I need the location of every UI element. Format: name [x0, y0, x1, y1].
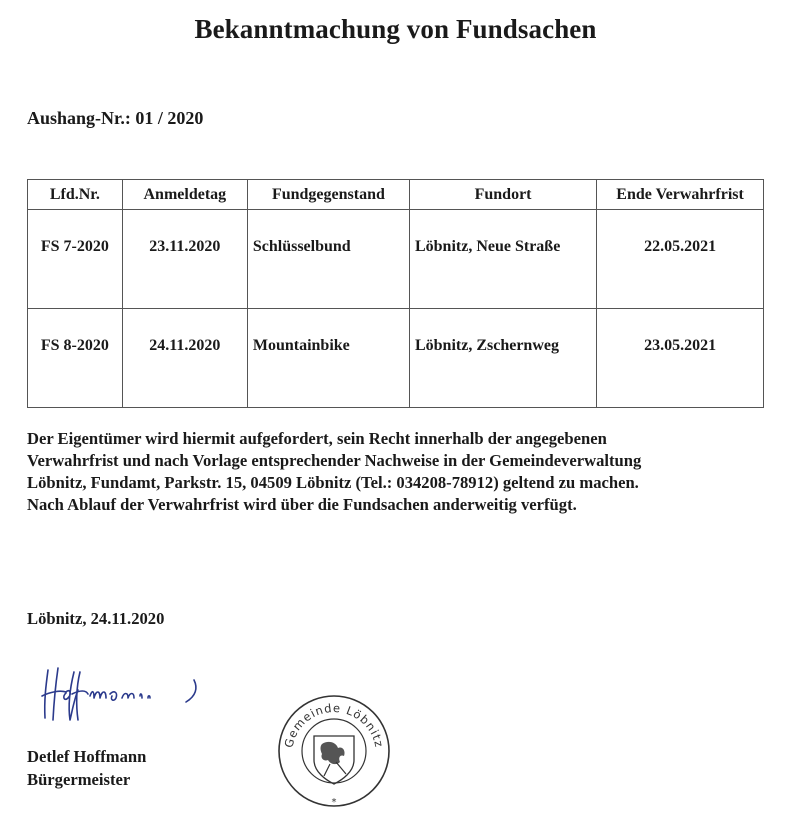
cell-lfd-nr: FS 8-2020 — [28, 309, 123, 408]
signatory-role: Bürgermeister — [27, 770, 131, 789]
cell-lfd-nr: FS 7-2020 — [28, 210, 123, 309]
notice-line: Löbnitz, Fundamt, Parkstr. 15, 04509 Löbnitz (Tel.: 034208-78912) geltend zu machen. — [27, 473, 639, 492]
cell-anmeldetag: 24.11.2020 — [122, 309, 247, 408]
cell-fundgegenstand: Schlüsselbund — [247, 210, 409, 309]
header-anmeldetag: Anmeldetag — [122, 180, 247, 210]
cell-anmeldetag: 23.11.2020 — [122, 210, 247, 309]
cell-fundgegenstand: Mountainbike — [247, 309, 409, 408]
notice-paragraph — [27, 428, 764, 516]
place-date: Löbnitz, 24.11.2020 — [27, 609, 165, 628]
document-title: Bekanntmachung von Fundsachen — [194, 14, 597, 44]
cell-ende-verwahrfrist: 22.05.2021 — [597, 210, 764, 309]
header-fundort: Fundort — [409, 180, 596, 210]
signature-image — [36, 660, 216, 730]
signatory-name: Detlef Hoffmann — [27, 747, 147, 766]
notice-line: Verwahrfrist und nach Vorlage entsprechender Nachweise in der Gemeindeverwaltung — [27, 451, 642, 470]
municipal-seal-stamp — [275, 692, 393, 810]
header-lfd-nr: Lfd.Nr. — [28, 180, 123, 210]
notice-line: Der Eigentümer wird hiermit aufgefordert, sein Recht innerhalb der angegebenen — [27, 429, 607, 448]
cell-fundort: Löbnitz, Neue Straße — [409, 210, 596, 309]
cell-ende-verwahrfrist: 23.05.2021 — [597, 309, 764, 408]
found-items-table — [27, 179, 764, 408]
notice-line: Nach Ablauf der Verwahrfrist wird über die Fundsachen anderweitig verfügt. — [27, 495, 577, 514]
table-header-row — [28, 180, 764, 210]
table-row — [28, 309, 764, 408]
aushang-number: Aushang-Nr.: 01 / 2020 — [27, 108, 204, 128]
header-fundgegenstand: Fundgegenstand — [247, 180, 409, 210]
cell-fundort: Löbnitz, Zschernweg — [409, 309, 596, 408]
svg-text:*: * — [331, 797, 337, 808]
svg-text:Gemeinde Löbnitz: Gemeinde Löbnitz — [281, 700, 387, 750]
table-row — [28, 210, 764, 309]
header-ende-verwahrfrist: Ende Verwahrfrist — [597, 180, 764, 210]
